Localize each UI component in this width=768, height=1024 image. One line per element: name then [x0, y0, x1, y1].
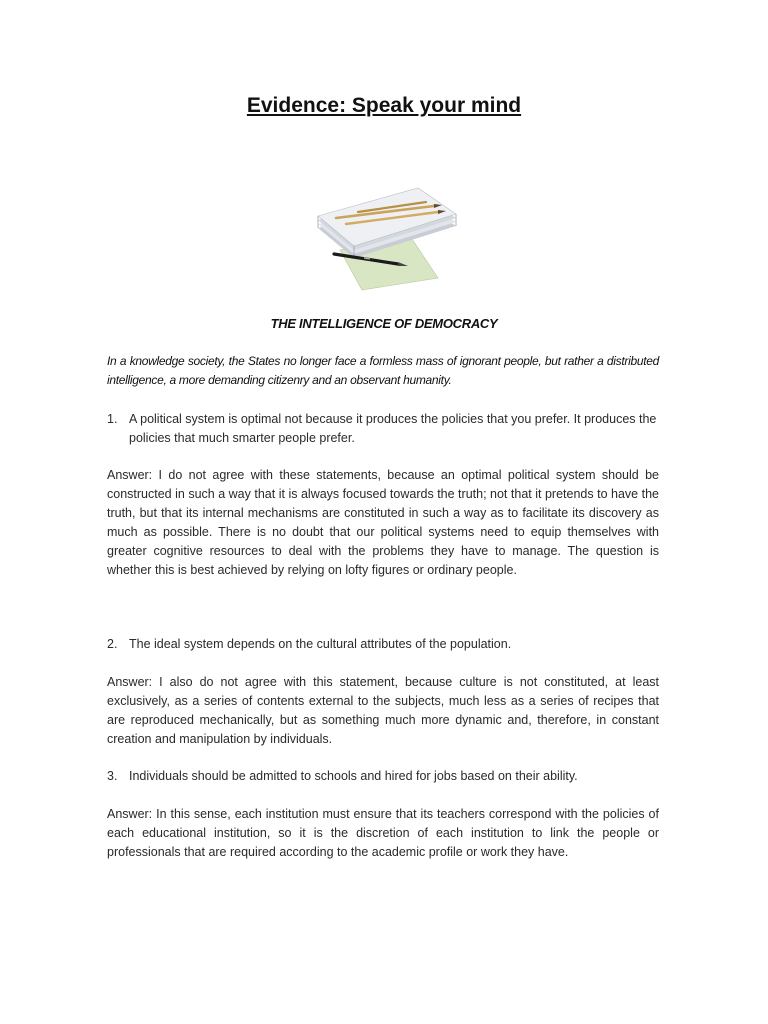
- answer-paragraph-3: Answer: In this sense, each institution must ensure that its teachers correspond with the policies of each educational institution, so it is the discretion of each institution to link the people or professionals that are required according to the academic profile or work they have.: [107, 807, 659, 859]
- question-number: 2.: [107, 637, 118, 651]
- question-item-3: [107, 767, 659, 786]
- illustration-svg: [306, 166, 466, 296]
- question-number: 1.: [107, 412, 118, 426]
- section-heading: THE INTELLIGENCE OF DEMOCRACY: [270, 316, 498, 331]
- document-title: Evidence: Speak your mind: [246, 94, 522, 117]
- intro-paragraph: In a knowledge society, the States no longer face a formless mass of ignorant people, but rather a distributed intelligence, a more demanding citizenry and an observant humanity.: [107, 354, 659, 387]
- question-text: Individuals should be admitted to schools and hired for jobs based on their ability.: [129, 769, 578, 783]
- question-item-2: [107, 635, 659, 654]
- papers-pencils-pen-icon: [306, 166, 466, 296]
- answer-paragraph-2: Answer: I also do not agree with this statement, because culture is not constituted, at least exclusively, as a series of contents external to the subjects, much less as a series of recipes that are reproduced mechanically, but as something much more dynamic and, therefore, in constant creation and manipulation by individuals.: [107, 675, 659, 746]
- question-text: A political system is optimal not because it produces the policies that you prefer. It produces the policies that much smarter people prefer.: [129, 412, 657, 445]
- question-text: The ideal system depends on the cultural attributes of the population.: [129, 637, 512, 651]
- question-number: 3.: [107, 769, 118, 783]
- answer-paragraph-1: Answer: I do not agree with these statements, because an optimal political system should be constructed in such a way that it is always focused towards the truth; not that it pretends to have the truth, but that its internal mechanisms are constituted in such a way as to facilitate its discovery as much as possible. There is no doubt that our political systems need to equip themselves with greater cognitive resources to deal with the problems they have to manage. The question is whether this is best achieved by relying on lofty figures or ordinary people.: [107, 468, 659, 577]
- question-item-1: [107, 410, 659, 448]
